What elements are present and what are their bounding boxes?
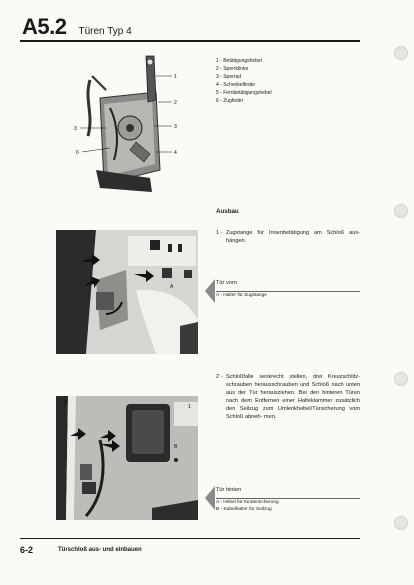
photo2-label-b: B bbox=[174, 444, 178, 450]
legend-item: 2 - Sperrklinke bbox=[216, 66, 249, 72]
caption-pointer-1 bbox=[205, 279, 215, 303]
caption-pointer-2 bbox=[205, 486, 215, 510]
header-rule bbox=[20, 40, 360, 42]
photo2-note: B - Kabelhalter für Seilzug bbox=[216, 507, 272, 512]
section-title: Türen Typ 4 bbox=[78, 26, 132, 37]
front-door-photo bbox=[56, 230, 198, 354]
footer-title: Türschloß aus- und einbauen bbox=[58, 547, 142, 553]
photo2-note: A - Hebel für Kindersicherung bbox=[216, 500, 279, 505]
diagram-label-2: 2 bbox=[174, 100, 177, 106]
legend-item: 4 - Schenkelfeder bbox=[216, 82, 256, 88]
rear-door-photo bbox=[56, 396, 198, 520]
photo2-title: Tür hinten bbox=[216, 487, 242, 493]
punch-hole-2 bbox=[394, 204, 408, 218]
photo2-label-1: 1 bbox=[188, 404, 191, 410]
photo2-caption bbox=[216, 487, 279, 512]
step-text: Zugstange für Innenbetätigung am Schloß aus- hängen. bbox=[226, 230, 360, 244]
section-heading: Ausbau bbox=[216, 208, 239, 215]
diagram-label-1: 1 bbox=[174, 74, 177, 80]
page-header bbox=[22, 14, 132, 40]
legend-item: 6 - Zugfeder bbox=[216, 98, 244, 104]
photo1-note: A - Halter für Zugstange bbox=[216, 293, 267, 298]
page-number: 6-2 bbox=[20, 545, 34, 555]
photo1-label-a: A bbox=[170, 284, 174, 290]
actuating-lever bbox=[146, 56, 156, 102]
caption-rule-1 bbox=[216, 291, 360, 292]
parts-legend bbox=[216, 57, 272, 105]
legend-item: 1 - Betätigungshebel bbox=[216, 58, 262, 64]
step-number: 1 - bbox=[216, 230, 223, 236]
caption-rule-2 bbox=[216, 498, 360, 499]
step-2 bbox=[216, 373, 360, 421]
section-code: A5.2 bbox=[22, 14, 67, 39]
photo1-caption bbox=[216, 280, 267, 298]
punch-hole-4 bbox=[394, 516, 408, 530]
diagram-label-4: 4 bbox=[174, 150, 177, 156]
photo2-label-a: A bbox=[64, 400, 68, 406]
punch-hole-1 bbox=[394, 46, 408, 60]
step-number: 2 - bbox=[216, 374, 223, 380]
footer-rule bbox=[20, 538, 360, 539]
diagram-label-3-left: 3 bbox=[74, 126, 77, 132]
legend-item: 5 - Fernbetätigungshebel bbox=[216, 90, 272, 96]
punch-hole-3 bbox=[394, 372, 408, 386]
step-1 bbox=[216, 229, 360, 245]
lock-mechanism-figure bbox=[60, 50, 190, 198]
step-text: Schloßfalle senkrecht stellen, drei Kreuzschlitz- schrauben herausschrauben und Schloß nach unten aus der Tür herausziehen. Bei den hinteren Türen nach dem Entfernen einer Halteklammer zusätzlich den Seilzug zum Umlenkhebel/Türsicherung vom Schloß abneh- men. bbox=[226, 374, 360, 420]
diagram-label-6: 6 bbox=[76, 150, 79, 156]
legend-item: 3 - Sperrad bbox=[216, 74, 242, 80]
photo1-title: Tür vorn bbox=[216, 280, 237, 286]
diagram-label-3-right: 3 bbox=[174, 124, 177, 130]
